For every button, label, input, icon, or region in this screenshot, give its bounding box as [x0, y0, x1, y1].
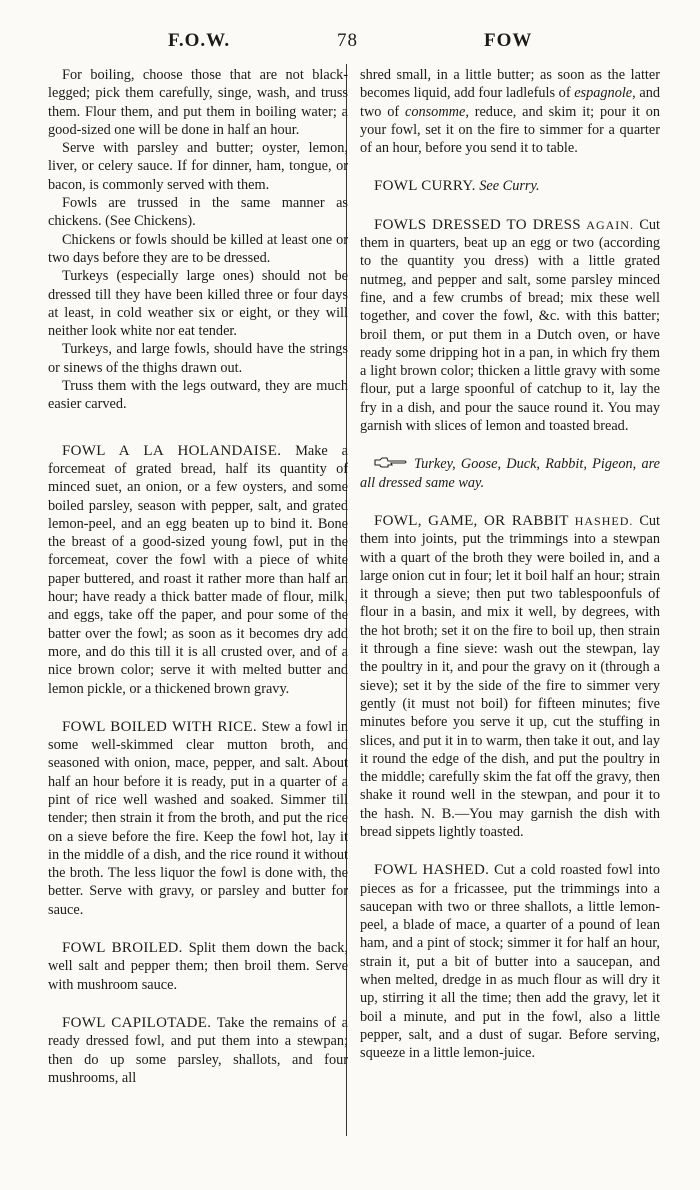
- pointing-hand-icon: [374, 457, 408, 469]
- note: [360, 455, 660, 492]
- running-head-right: FOW: [484, 30, 533, 51]
- recipe-text: , reduce, and skim it; pour it on your fowl, set it on the fire to simmer for a quarter of an hour, before you send it to table.: [360, 103, 660, 157]
- right-column: [360, 66, 660, 1063]
- recipe-heading: FOWL HASHED.: [374, 862, 490, 879]
- recipe-hashed: [360, 861, 660, 1062]
- recipe-heading: FOWLS DRESSED TO DRESS: [374, 216, 581, 233]
- cross-reference: See Curry.: [479, 178, 540, 195]
- recipe-text: Cut them in quarters, beat up an egg or two (according to the quantity you dress) with a little grated nutmeg, and pepper and salt, some parsley minced fine, and a few crumbs of bread; mix these well together, and cover the fowl, &c. with this batter; broil them, or put them in a Dutch oven, or have ready some dripping hot in a pan, in which fry them a light brown color; thicken a little gravy with some flour, put a large spoonful of catchup to it, lay the fry in a dish, and pour the sauce round it. You may garnish with slices of lemon and toasted bread.: [360, 216, 660, 435]
- recipe-game-hashed: [360, 512, 660, 841]
- page-number: 78: [337, 30, 358, 51]
- paragraph: Truss them with the legs outward, they are much easier carved.: [48, 378, 348, 413]
- note-text: Turkey, Goose, Duck, Rabbit, Pigeon, are all dressed same way.: [360, 456, 660, 491]
- paragraph: Fowls are trussed in the same manner as chickens. (See Chickens).: [48, 195, 348, 230]
- term-espagnole: espagnole: [574, 85, 633, 102]
- recipe-text: Stew a fowl in some well-skimmed clear mutton broth, and seasoned with onion, mace, pepper, and salt. About half an hour before it is ready, put in a quarter of a pint of rice well washed and soaked. Simmer till tender; then strain it from the broth, and put the rice on a sieve before the fire. Keep the fowl hot, lay it in the middle of a dish, and the rice round it without the broth. The less liquor the fowl is done with, the better. Serve with gravy, or parsley and butter for sauce.: [48, 718, 348, 918]
- recipe-heading-cont: AGAIN.: [586, 217, 634, 232]
- recipe-text: Cut a cold roasted fowl into pieces as for a fricassee, put the trimmings into a saucepan with two or three shallots, a little lemon-peel, a blade of mace, a quarter of a pound of lean ham, and a pint of stock; simmer it for half an hour, strain it, put a bit of butter into a saucepan, and when melted, dredge in as much flour as will dry it up, stirring it all the time; then add the gravy, let it boil a minute, and put in the fowl, also a little pepper, salt, and a dust of sugar. Before serving, squeeze in a little lemon-juice.: [360, 862, 660, 1062]
- recipe-curry: [360, 177, 660, 195]
- recipe-heading-cont: HASHED.: [574, 513, 634, 528]
- term-consomme: consomme: [404, 103, 466, 120]
- recipe-text: Take the remains of a ready dressed fowl, and put them into a stewpan; then do up some parsley, shallots, and four mushrooms, all: [48, 1014, 348, 1086]
- left-column: [48, 66, 348, 1087]
- recipe-heading: FOWL BOILED WITH RICE.: [62, 718, 257, 735]
- recipe-text: shred small, in a little butter; as soon as the latter becomes liquid, add four ladlefuls of: [360, 67, 660, 102]
- recipe-holandaise: [48, 442, 348, 698]
- recipe-capilotade-continued: [360, 66, 660, 157]
- recipe-capilotade: [48, 1014, 348, 1087]
- recipe-text: Split them down the back, well salt and pepper them; then broil them. Serve with mushroom sauce.: [48, 940, 349, 993]
- recipe-text: , and two of: [360, 85, 660, 120]
- page-header: [0, 30, 700, 58]
- recipe-dressed-again: [360, 216, 660, 436]
- paragraph: Serve with parsley and butter; oyster, lemon, liver, or celery sauce. If for dinner, ham, tongue, or bacon, is commonly served with them.: [48, 140, 348, 193]
- paragraph: Turkeys (especially large ones) should not be dressed till they have been killed three or four days at least, in cold weather six or eight, or they will neither look white nor eat tender.: [48, 268, 348, 340]
- recipe-text: Make a forcemeat of grated bread, half its quantity of minced suet, an onion, or a few oysters, and some boiled parsley, season with pepper, salt, and grated lemon-peel, and an egg beaten up to bind it. Bone the breast of a good-sized young fowl, put in the forcemeat, cover the fowl with a piece of white paper buttered, and roast it rather more than half an hour; have ready a thick batter made of flour, milk, and eggs, take off the paper, and pour some of the batter over the fowl; as soon as it becomes dry add more, and do this till it is all crusted over, and of a nice brown color; serve it with melted butter and lemon pickle, or a thickened brown gravy.: [48, 442, 348, 697]
- recipe-text: Cut them into joints, put the trimmings into a stewpan with a quart of the broth they were boiled in, and a large onion cut in four; let it boil half an hour; strain it through a sieve; then put two tablespoonfuls of flour in a basin, and mix it well, by degrees, with the hot broth; set it on the fire to boil up, then strain it through a fine sieve: wash out the stewpan, lay the poultry in it, and pour the gravy on it (through a sieve); set it by the side of the fire to simmer very gently (it must not boil) for fifteen minutes; five minutes before you serve it up, cut the stuffing in slices, and put it in to warm, then take it out, and lay it round the edge of the dish, and put the poultry in the middle; carefully skim the fat off the gravy, then shake it round well in the stewpan, and pour it to the hash. N. B.—You may garnish the dish with bread sippets lightly toasted.: [360, 512, 660, 840]
- recipe-heading: FOWL BROILED.: [62, 940, 183, 957]
- paragraph: Chickens or fowls should be killed at least one or two days before they are to be dressed.: [48, 231, 348, 266]
- recipe-heading: FOWL CURRY.: [374, 178, 476, 195]
- recipe-heading: FOWL, GAME, OR RABBIT: [374, 512, 569, 529]
- recipe-broiled: [48, 939, 348, 994]
- paragraph: For boiling, choose those that are not black-legged; pick them carefully, singe, wash, and truss them. Flour them, and put them in boiling water; a good-sized one will be done in half an hour.: [48, 67, 348, 138]
- recipe-heading: FOWL A LA HOLANDAISE.: [62, 442, 282, 459]
- running-head-left: F.O.W.: [168, 30, 231, 51]
- paragraph: Turkeys, and large fowls, should have the strings or sinews of the thighs drawn out.: [48, 341, 348, 376]
- recipe-boiled-with-rice: [48, 718, 348, 919]
- recipe-heading: FOWL CAPILOTADE.: [62, 1014, 212, 1031]
